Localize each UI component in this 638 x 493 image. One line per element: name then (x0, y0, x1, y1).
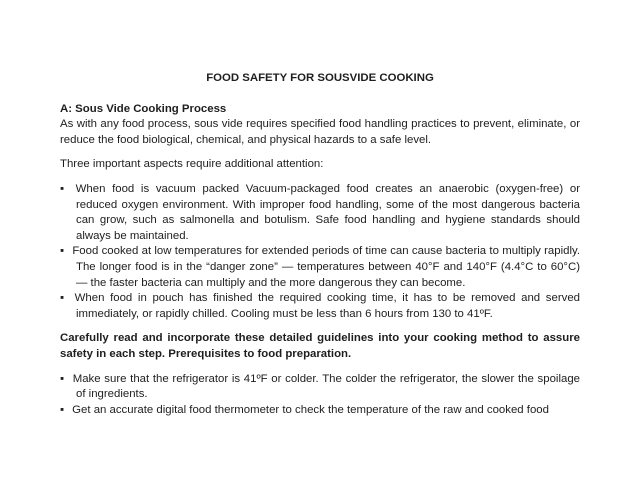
bullet-icon: ▪ (60, 403, 65, 416)
aspects-list (60, 182, 580, 322)
list-item (60, 244, 580, 291)
section-heading: A: Sous Vide Cooking Process (60, 102, 227, 115)
list-item-text: When food is vacuum packed Vacuum-packaged food creates an anaerobic (oxygen-free) or reduced oxygen environment. With improper food handling, some of the most dangerous bacteria can grow, such as salmonella and botulism. Safe food handling and hygiene standards should always be maintained. (75, 182, 580, 242)
list-item (60, 182, 580, 244)
list-item-text: Make sure that the refrigerator is 41ºF or colder. The colder the refrigerator, the slower the spoilage of ingredients. (72, 372, 580, 401)
intro-paragraph: As with any food process, sous vide requires specified food handling practices to prevent, eliminate, or reduce the food biological, chemical, and physical hazards to a safe level. (60, 118, 580, 146)
list-item-text: Get an accurate digital food thermometer to check the temperature of the raw and cooked food (72, 403, 549, 416)
prerequisites-list (60, 372, 580, 419)
bullet-icon: ▪ (60, 292, 65, 305)
document-title: FOOD SAFETY FOR SOUSVIDE COOKING (206, 72, 434, 84)
list-item-text: When food in pouch has finished the required cooking time, it has to be removed and served immediately, or rapidly chilled. Cooling must be less than 6 hours from 130 to 41ºF. (74, 292, 580, 320)
list-item (60, 403, 580, 419)
guidelines-paragraph: Carefully read and incorporate these detailed guidelines into your cooking method to assure safety in each step. Prerequisites to food preparation. (60, 332, 580, 360)
bullet-icon: ▪ (60, 245, 65, 258)
document-page (60, 71, 580, 418)
bullet-icon: ▪ (60, 182, 65, 195)
aspects-lead-paragraph: Three important aspects require additional attention: (60, 158, 324, 171)
list-item (60, 291, 580, 322)
list-item (60, 372, 580, 403)
list-item-text: Food cooked at low temperatures for extended periods of time can cause bacteria to multiply rapidly. The longer food is in the “danger zone” — temperatures between 40°F and 140°F (4.4°C to 60°C) — the faster bacteria can multiply and the more dangerous they can become. (72, 245, 581, 289)
bullet-icon: ▪ (60, 372, 65, 385)
